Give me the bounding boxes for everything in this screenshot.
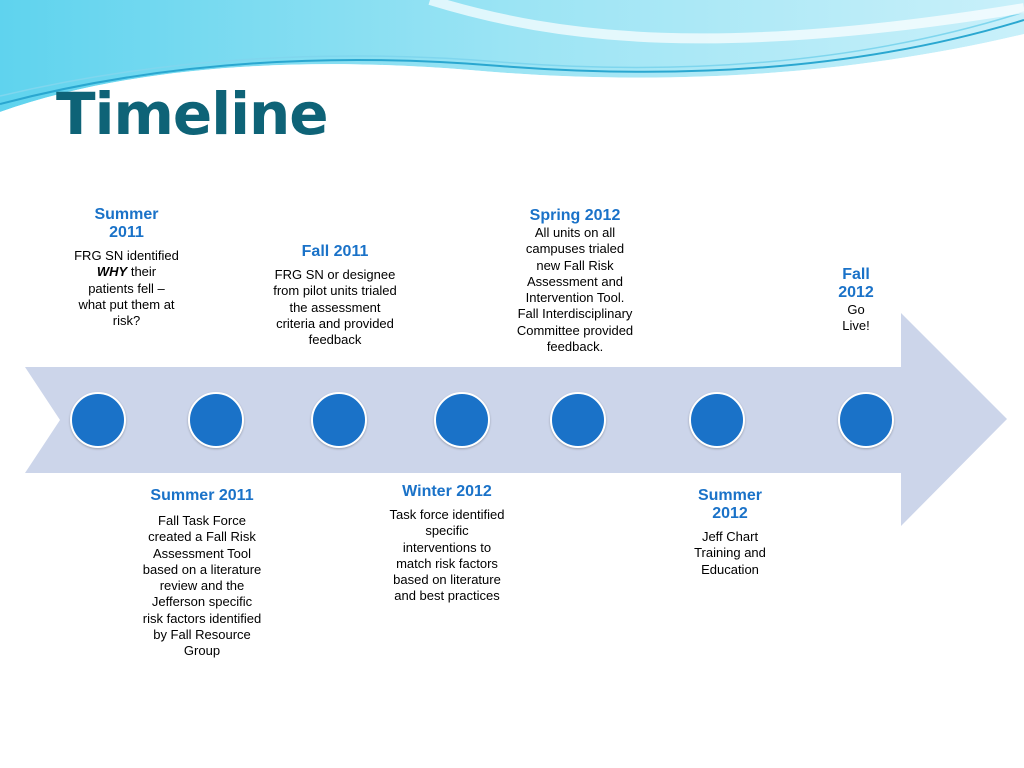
event-description: FRG SN identified WHY their patients fell – what put them at risk? (74, 248, 179, 329)
event-description: FRG SN or designee from pilot units trialed the assessment criteria and provided feedback (273, 267, 397, 348)
timeline-node-3 (311, 392, 367, 448)
event-date: Winter 2012 (402, 483, 492, 500)
slide-title: Timeline (56, 80, 328, 148)
event-description: Fall Task Force created a Fall Risk Assessment Tool based on a literature review and the Jefferson specific risk factors identified by Fall Resource Group (142, 513, 262, 659)
timeline-event-fall-2011 (272, 243, 398, 348)
emphasis-why: WHY (96, 264, 128, 280)
event-date: Summer 2011 (150, 487, 254, 504)
timeline-event-summer-2012 (683, 487, 777, 578)
event-description: Jeff Chart Training and Education (694, 529, 766, 577)
timeline-node-2 (188, 392, 244, 448)
timeline-node-1 (70, 392, 126, 448)
event-date: Summer 2012 (697, 487, 763, 522)
timeline-event-winter-2012 (382, 483, 512, 605)
timeline-node-5 (550, 392, 606, 448)
timeline-node-6 (689, 392, 745, 448)
event-description: Task force identified specific interventions to match risk factors based on literature and best practices (389, 507, 505, 604)
event-description: Go Live! (842, 302, 870, 334)
timeline-node-4 (434, 392, 490, 448)
event-date: Spring 2012 (529, 207, 621, 224)
timeline-event-summer-2011-bottom (142, 487, 262, 660)
event-date: Summer 2011 (94, 206, 159, 241)
timeline-event-fall-2012 (826, 266, 886, 335)
event-date: Fall 2011 (301, 243, 369, 260)
timeline-node-7 (838, 392, 894, 448)
timeline-event-spring-2012 (508, 207, 642, 355)
event-description: All units on all campuses trialed new Fall Risk Assessment and Intervention Tool. Fall Interdisciplinary Committee provided feedback. (516, 225, 634, 355)
event-date: Fall 2012 (838, 266, 874, 301)
timeline-event-summer-2011-top (74, 206, 179, 329)
